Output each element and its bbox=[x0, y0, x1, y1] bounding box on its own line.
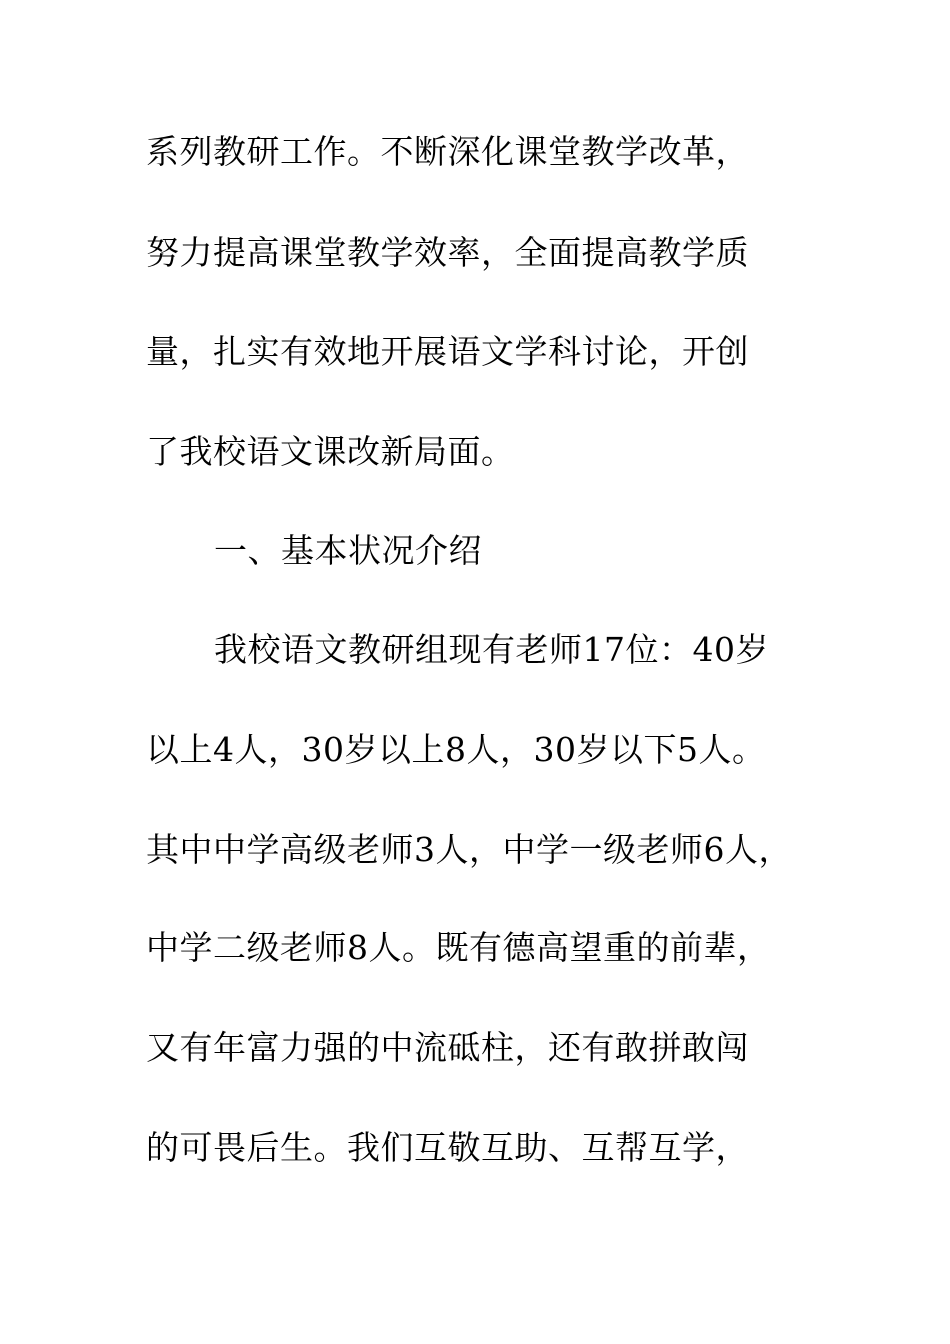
paragraph-line-4: 了我校语文课改新局面。 bbox=[146, 432, 515, 471]
paragraph-line-9: 中学二级老师8人。既有德高望重的前辈， bbox=[146, 928, 771, 967]
paragraph-line-1: 系列教研工作。不断深化课堂教学改革， bbox=[146, 132, 749, 171]
paragraph-line-11: 的可畏后生。我们互敬互助、互帮互学， bbox=[146, 1128, 749, 1167]
paragraph-line-10: 又有年富力强的中流砥柱，还有敢拼敢闯 bbox=[146, 1028, 749, 1067]
paragraph-line-3: 量，扎实有效地开展语文学科讨论，开创 bbox=[146, 332, 749, 371]
paragraph-line-2: 努力提高课堂教学效率，全面提高教学质 bbox=[146, 233, 749, 272]
paragraph-line-6: 我校语文教研组现有老师17位：40岁 bbox=[214, 630, 769, 669]
paragraph-line-7: 以上4人，30岁以上8人，30岁以下5人。 bbox=[146, 730, 766, 769]
paragraph-line-8: 其中中学高级老师3人，中学一级老师6人， bbox=[146, 830, 792, 869]
section-heading: 一、基本状况介绍 bbox=[214, 531, 482, 570]
